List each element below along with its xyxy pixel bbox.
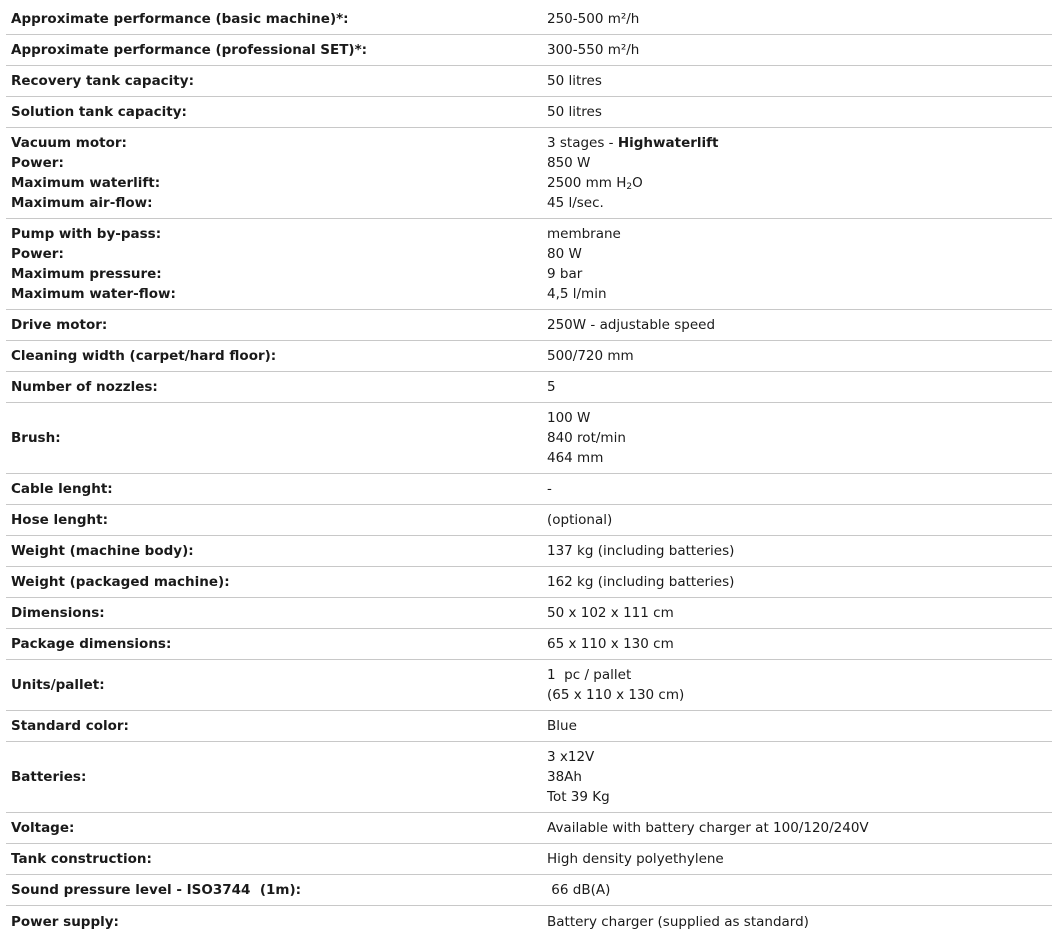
spec-row bbox=[6, 66, 1052, 97]
spec-value-cell bbox=[542, 372, 1052, 402]
spec-value-cell bbox=[542, 505, 1052, 535]
spec-value-text: 2500 mm H bbox=[547, 175, 627, 191]
spec-label: Voltage: bbox=[11, 820, 75, 836]
spec-value-cell bbox=[542, 660, 1052, 710]
spec-value-cell bbox=[542, 219, 1052, 309]
spec-label-cell bbox=[6, 629, 542, 659]
spec-value-cell bbox=[542, 4, 1052, 34]
spec-value: High density polyethylene bbox=[547, 851, 724, 867]
spec-label-cell bbox=[6, 310, 542, 340]
spec-label-cell bbox=[6, 403, 542, 473]
spec-label-cell bbox=[6, 598, 542, 628]
spec-value: 50 litres bbox=[547, 73, 602, 89]
spec-value: 1 pc / pallet bbox=[547, 667, 632, 683]
spec-row bbox=[6, 505, 1052, 536]
spec-label: Recovery tank capacity: bbox=[11, 73, 194, 89]
spec-row bbox=[6, 128, 1052, 219]
spec-label: Pump with by-pass: bbox=[11, 226, 162, 242]
spec-value: 840 rot/min bbox=[547, 430, 626, 446]
spec-value-suffix: O bbox=[632, 175, 643, 191]
spec-label: Power: bbox=[11, 246, 64, 262]
spec-label-cell bbox=[6, 341, 542, 371]
spec-value-cell bbox=[542, 536, 1052, 566]
spec-row bbox=[6, 372, 1052, 403]
spec-row bbox=[6, 813, 1052, 844]
spec-label-cell bbox=[6, 66, 542, 96]
spec-value: Tot 39 Kg bbox=[547, 789, 610, 805]
spec-value-cell bbox=[542, 598, 1052, 628]
spec-row bbox=[6, 875, 1052, 906]
spec-label: Maximum waterlift: bbox=[11, 175, 161, 191]
spec-value: 500/720 mm bbox=[547, 348, 634, 364]
spec-label: Maximum water-flow: bbox=[11, 286, 176, 302]
spec-value: (65 x 110 x 130 cm) bbox=[547, 687, 685, 703]
spec-label: Number of nozzles: bbox=[11, 379, 158, 395]
spec-value-cell bbox=[542, 341, 1052, 371]
spec-value-cell bbox=[542, 742, 1052, 812]
spec-label-cell bbox=[6, 4, 542, 34]
spec-label: Brush: bbox=[11, 430, 61, 446]
spec-label: Cable lenght: bbox=[11, 481, 113, 497]
spec-label-cell bbox=[6, 844, 542, 874]
spec-row bbox=[6, 844, 1052, 875]
spec-value: Battery charger (supplied as standard) bbox=[547, 913, 809, 930]
spec-label-cell bbox=[6, 906, 542, 937]
spec-value-text: 3 stages - bbox=[547, 135, 618, 151]
spec-label: Tank construction: bbox=[11, 851, 152, 867]
spec-label: Approximate performance (professional SET)*: bbox=[11, 42, 368, 58]
spec-row bbox=[6, 35, 1052, 66]
spec-value: 50 litres bbox=[547, 104, 602, 120]
spec-value bbox=[547, 133, 1052, 153]
spec-row bbox=[6, 598, 1052, 629]
spec-row bbox=[6, 906, 1052, 937]
spec-value bbox=[547, 173, 1052, 193]
spec-value: 162 kg (including batteries) bbox=[547, 574, 735, 590]
spec-value-cell bbox=[542, 906, 1052, 937]
spec-value: 45 l/sec. bbox=[547, 195, 604, 211]
spec-label: Weight (machine body): bbox=[11, 543, 194, 559]
spec-value: 50 x 102 x 111 cm bbox=[547, 605, 674, 621]
spec-value-cell bbox=[542, 403, 1052, 473]
spec-value-cell bbox=[542, 35, 1052, 65]
spec-value: 5 bbox=[547, 379, 556, 395]
spec-label: Power: bbox=[11, 155, 64, 171]
spec-label-cell bbox=[6, 813, 542, 843]
spec-row bbox=[6, 341, 1052, 372]
spec-row bbox=[6, 474, 1052, 505]
spec-label: Dimensions: bbox=[11, 605, 105, 621]
spec-value: 66 dB(A) bbox=[547, 882, 611, 898]
spec-label: Units/pallet: bbox=[11, 677, 105, 693]
spec-value-cell bbox=[542, 844, 1052, 874]
spec-row bbox=[6, 4, 1052, 35]
spec-value: 250W - adjustable speed bbox=[547, 317, 716, 333]
spec-value: membrane bbox=[547, 226, 621, 242]
spec-row bbox=[6, 536, 1052, 567]
spec-row bbox=[6, 711, 1052, 742]
spec-label-cell bbox=[6, 35, 542, 65]
spec-value: 850 W bbox=[547, 155, 591, 171]
spec-label-cell bbox=[6, 567, 542, 597]
spec-value-cell bbox=[542, 128, 1052, 218]
spec-value: Blue bbox=[547, 718, 577, 734]
spec-table bbox=[6, 4, 1052, 937]
spec-value-cell bbox=[542, 875, 1052, 905]
spec-label-cell bbox=[6, 219, 542, 309]
spec-row bbox=[6, 97, 1052, 128]
spec-label: Sound pressure level - ISO3744 (1m): bbox=[11, 882, 302, 898]
spec-label: Standard color: bbox=[11, 718, 129, 734]
spec-value: 38Ah bbox=[547, 769, 582, 785]
spec-label: Power supply: bbox=[11, 913, 119, 930]
spec-value-cell bbox=[542, 711, 1052, 741]
spec-row bbox=[6, 629, 1052, 660]
spec-value-cell bbox=[542, 629, 1052, 659]
spec-value: (optional) bbox=[547, 512, 613, 528]
spec-label: Approximate performance (basic machine)*: bbox=[11, 11, 349, 27]
spec-label: Weight (packaged machine): bbox=[11, 574, 230, 590]
spec-row bbox=[6, 310, 1052, 341]
spec-label: Maximum pressure: bbox=[11, 266, 162, 282]
spec-row bbox=[6, 742, 1052, 813]
spec-value: 137 kg (including batteries) bbox=[547, 543, 735, 559]
spec-value-cell bbox=[542, 813, 1052, 843]
spec-label-cell bbox=[6, 660, 542, 710]
spec-label-cell bbox=[6, 505, 542, 535]
spec-row bbox=[6, 660, 1052, 711]
spec-value: - bbox=[547, 481, 552, 497]
spec-value: 250-500 m²/h bbox=[547, 11, 640, 27]
spec-value-cell bbox=[542, 66, 1052, 96]
spec-label-cell bbox=[6, 536, 542, 566]
spec-row bbox=[6, 403, 1052, 474]
spec-label: Batteries: bbox=[11, 769, 87, 785]
spec-label-cell bbox=[6, 711, 542, 741]
spec-value: 3 x12V bbox=[547, 749, 595, 765]
spec-value: 300-550 m²/h bbox=[547, 42, 640, 58]
spec-label-cell bbox=[6, 128, 542, 218]
spec-value: 9 bar bbox=[547, 266, 583, 282]
spec-value-cell bbox=[542, 310, 1052, 340]
spec-label: Cleaning width (carpet/hard floor): bbox=[11, 348, 277, 364]
spec-label: Drive motor: bbox=[11, 317, 108, 333]
spec-label: Solution tank capacity: bbox=[11, 104, 187, 120]
spec-label: Package dimensions: bbox=[11, 636, 172, 652]
spec-value: 100 W bbox=[547, 410, 591, 426]
spec-label-cell bbox=[6, 372, 542, 402]
spec-label: Hose lenght: bbox=[11, 512, 108, 528]
spec-label: Vacuum motor: bbox=[11, 135, 127, 151]
spec-label-cell bbox=[6, 474, 542, 504]
spec-label-cell bbox=[6, 97, 542, 127]
spec-row bbox=[6, 219, 1052, 310]
spec-label-cell bbox=[6, 875, 542, 905]
spec-value-cell bbox=[542, 567, 1052, 597]
spec-row bbox=[6, 567, 1052, 598]
spec-value-bold: Highwaterlift bbox=[617, 135, 719, 151]
subscript: 2 bbox=[626, 182, 633, 192]
spec-value: 65 x 110 x 130 cm bbox=[547, 636, 674, 652]
spec-value-cell bbox=[542, 474, 1052, 504]
spec-value: 80 W bbox=[547, 246, 582, 262]
spec-label: Maximum air-flow: bbox=[11, 195, 153, 211]
spec-value-cell bbox=[542, 97, 1052, 127]
spec-value: Available with battery charger at 100/120/240V bbox=[547, 820, 869, 836]
spec-value: 4,5 l/min bbox=[547, 286, 607, 302]
spec-value: 464 mm bbox=[547, 450, 604, 466]
spec-label-cell bbox=[6, 742, 542, 812]
